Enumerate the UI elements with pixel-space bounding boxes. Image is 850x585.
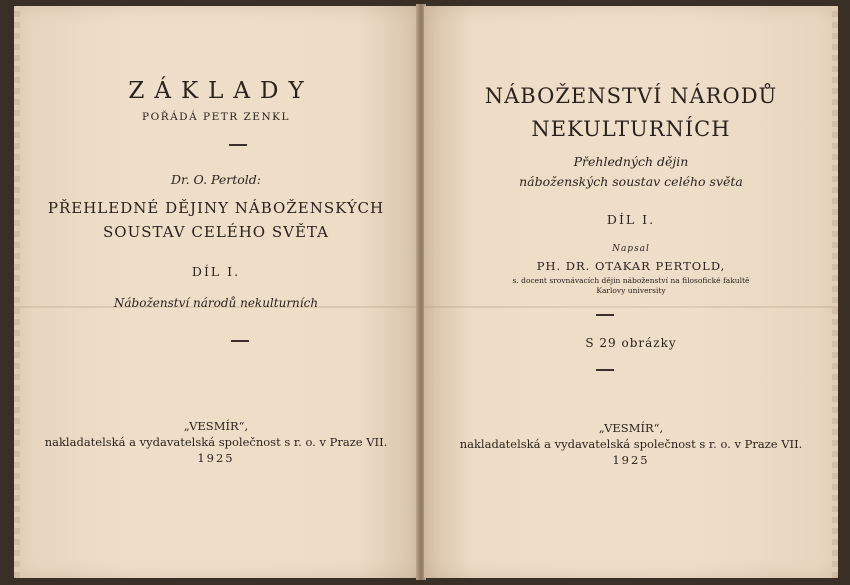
divider-rule [229,144,247,146]
divider-rule [596,369,614,371]
part-label: DÍL I. [191,264,241,279]
subtitle-line: náboženských soustav celého světa [519,174,743,189]
divider-rule [231,340,249,342]
author-name: PH. DR. OTAKAR PERTOLD, [536,259,726,273]
divider-rule [596,314,614,316]
subtitle [424,152,838,192]
publisher-name: „VESMÍR“, [598,421,664,435]
main-title-line: NÁBOŽENSTVÍ NÁRODŮ [484,84,778,108]
series-title: ZÁKLADY [128,78,314,104]
publisher-name: „VESMÍR“, [183,419,249,433]
author-line: Dr. O. Pertold: [170,172,261,187]
part-label: DÍL I. [606,212,656,227]
series-editor: POŘÁDÁ PETR ZENKL [142,111,290,123]
affiliation-line: Karlovy university [596,286,666,295]
left-page [14,6,418,578]
publisher-description: nakladatelská a vydavatelská společnost s r. o. v Praze VII. [459,437,803,451]
figures-note: S 29 obrázky [585,336,677,350]
publication-year: 1925 [197,451,235,465]
page-fold [424,306,838,308]
publisher-block [14,418,418,466]
work-title-line: PŘEHLEDNÉ DĚJINY NÁBOŽENSKÝCH [47,199,385,217]
work-title-line: SOUSTAV CELÉHO SVĚTA [103,223,329,241]
work-title [14,196,418,244]
main-title [424,80,838,146]
volume-subtitle: Náboženství národů nekulturních [113,296,319,310]
publication-year: 1925 [612,453,650,467]
main-title-line: NEKULTURNÍCH [531,117,731,141]
author-by-label: Napsal [612,244,650,254]
right-page [424,6,838,578]
affiliation-line: s. docent srovnávacích dějin náboženství na filosofické fakultě [512,276,750,285]
subtitle-line: Přehledných dějin [573,154,689,169]
publisher-block [424,420,838,468]
author-affiliation [424,276,838,296]
publisher-description: nakladatelská a vydavatelská společnost s r. o. v Praze VII. [44,435,388,449]
